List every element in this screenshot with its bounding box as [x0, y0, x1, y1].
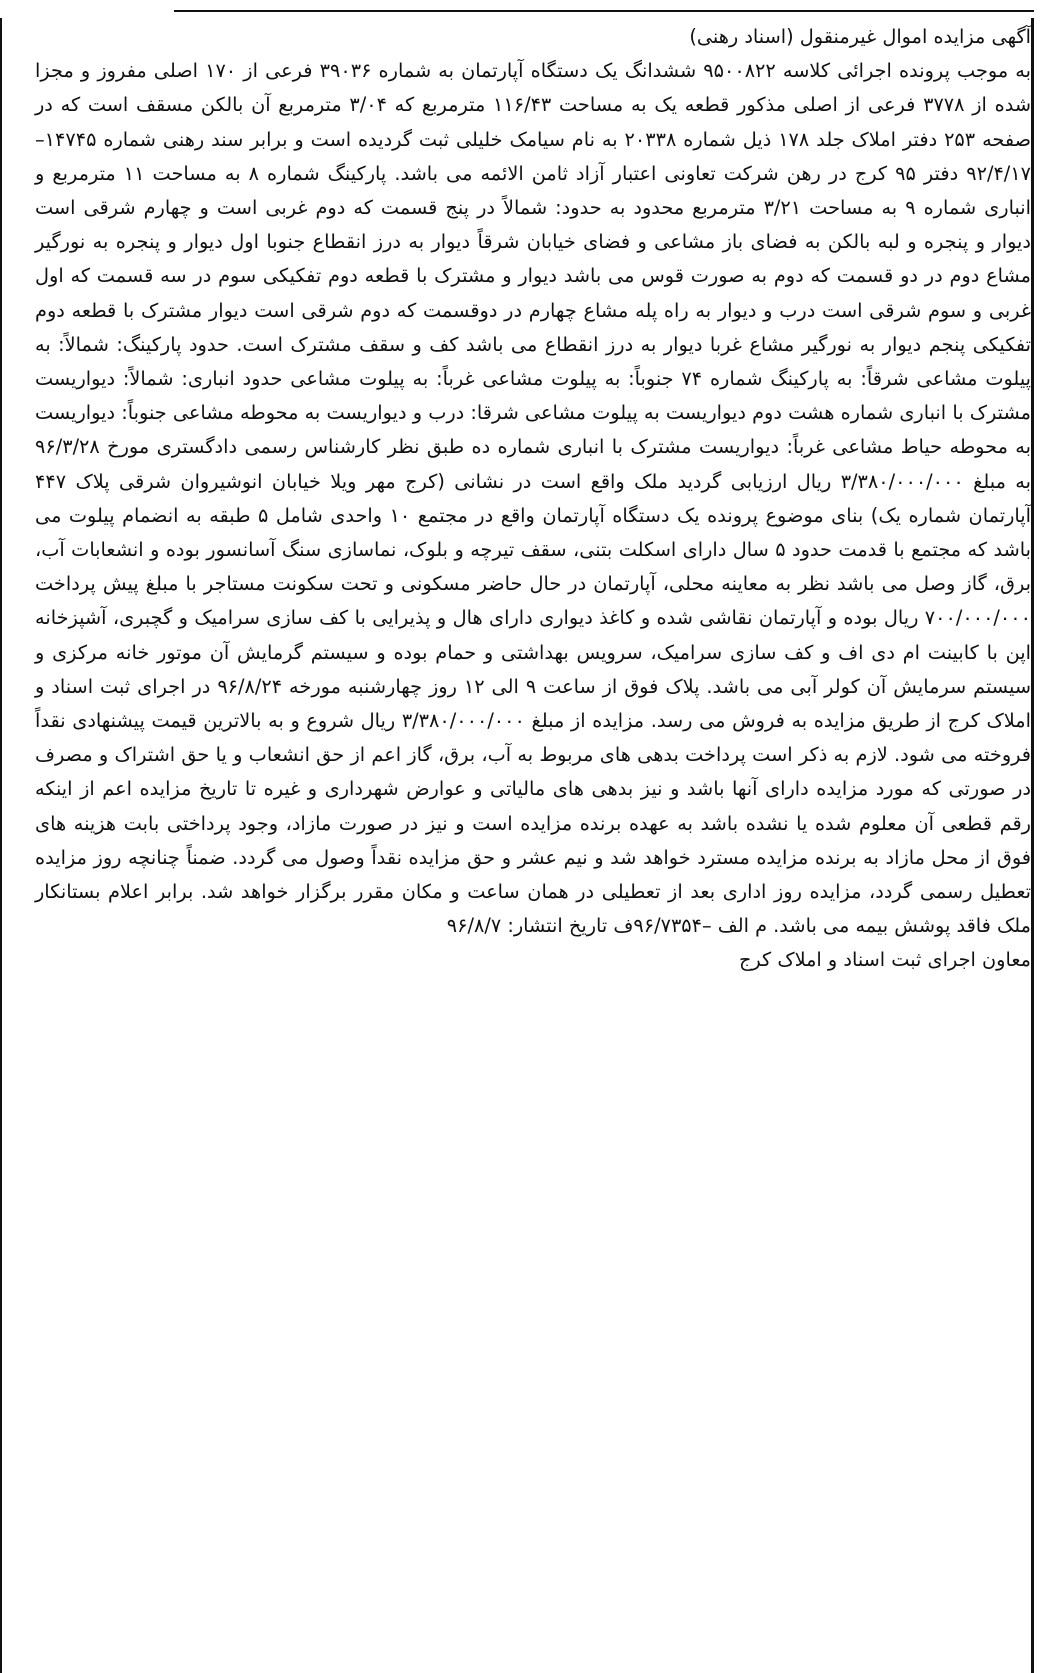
notice-signature: معاون اجرای ثبت اسناد و املاک کرج	[738, 948, 1031, 972]
top-rule	[174, 10, 1034, 12]
auction-notice	[35, 20, 1031, 978]
left-rule	[0, 18, 2, 1673]
notice-body: به موجب پرونده اجرائی کلاسه ۹۵۰۰۸۲۲ ششدانگ یک دستگاه آپارتمان به شماره ۳۹۰۳۶ فرعی از ۱۷۰ اصلی مفروز و مجزا شده از ۳۷۷۸ فرعی از اصلی مذکور قطعه یک به مساحت ۱۱۶/۴۳ مترمربع که ۳/۰۴ مترمربع آن بالکن مسقف است که در صفحه ۲۵۳ دفتر املاک جلد ۱۷۸ ذیل شماره ۲۰۳۳۸ به نام سیامک خلیلی ثبت گردیده است و برابر سند رهنی شماره ۱۴۷۴۵– ۹۲/۴/۱۷ دفتر ۹۵ کرج در رهن شرکت تعاونی اعتبار آزاد ثامن الائمه می باشد. پارکینگ شماره ۸ به مساحت ۱۱ مترمربع و انباری شماره ۹ به مساحت ۳/۲۱ مترمربع محدود به حدود: شمالاً در پنج قسمت که دوم غربی است و چهارم شرقی است دیوار و پنجره و لبه بالکن به فضای باز مشاعی و فضای خیابان شرقاً دیوار به درز انقطاع جنوبا اول دیوار و پنجره به نورگیر مشاع دوم در دو قسمت که دوم به صورت قوس می باشد دیوار و مشترک با قطعه دوم تفکیکی سوم در سه قسمت که اول غربی و سوم شرقی است درب و دیوار به راه پله مشاع چهارم در دوقسمت که دوم شرقی است دیوار مشترک با قطعه دوم تفکیکی پنجم دیوار به نورگیر مشاع غربا دیوار به درز انقطاع می باشد کف و سقف مشترک است. حدود پارکینگ: شمالاً: به پیلوت مشاعی شرقاً: به پارکینگ شماره ۷۴ جنوباً: به پیلوت مشاعی غرباً: به پیلوت مشاعی حدود انباری: شمالاً: دیواریست مشترک با انباری شماره هشت دوم دیواریست به پیلوت مشاعی شرقا: درب و دیواریست به محوطه مشاعی جنوباً: دیواریست به محوطه حیاط مشاعی غرباً: دیواریست مشترک با انباری شماره ده طبق نظر کارشناس رسمی دادگستری مورخ ۹۶/۳/۲۸ به مبلغ ۳/۳۸۰/۰۰۰/۰۰۰ ریال ارزیابی گردید ملک واقع است در نشانی (کرج مهر ویلا خیابان انوشیروان شرقی پلاک ۴۴۷ آپارتمان شماره یک) بنای موضوع پرونده یک دستگاه آپارتمان واقع در مجتمع ۱۰ واحدی شامل ۵ طبقه به انضمام پیلوت می باشد که مجتمع با قدمت حدود ۵ سال دارای اسکلت بتنی، سقف تیرچه و بلوک، نماسازی سنگ آسانسور بوده و انشعابات آب، برق، گاز وصل می باشد نظر به معاینه محلی، آپارتمان در حال حاضر مسکونی و تحت سکونت مستاجر با مبلغ پیش پرداخت ۷۰۰/۰۰۰/۰۰۰ ریال بوده و آپارتمان نقاشی شده و کاغذ دیواری دارای هال و پذیرایی با کف سازی سرامیک و گچبری، آشپزخانه اپن با کابینت ام دی اف و کف سازی سرامیک، سرویس بهداشتی و حمام بوده و سیستم گرمایش آن موتور خانه مرکزی و سیستم سرمایش آن کولر آبی می باشد. پلاک فوق از ساعت ۹ الی ۱۲ روز چهارشنبه مورخه ۹۶/۸/۲۴ در اجرای ثبت اسناد و املاک کرج از طریق مزایده به فروش می رسد. مزایده از مبلغ ۳/۳۸۰/۰۰۰/۰۰۰ ریال شروع و به بالاترین قیمت پیشنهادی نقداً فروخته می شود. لازم به ذکر است پرداخت بدهی های مربوط به آب، برق، گاز اعم از حق انشعاب و یا حق اشتراک و مصرف در صورتی که مورد مزایده دارای آنها باشد و نیز بدهی های مالیاتی و عوارض شهرداری و غیره تا تاریخ مزایده اعم از اینکه رقم قطعی آن معلوم شده یا نشده باشد به عهده برنده مزایده است و نیز در صورت مازاد، وجود پرداختی بابت هزینه های فوق از محل مازاد به برنده مزایده مسترد خواهد شد و نیم عشر و حق مزایده نقداً وصول می گردد. ضمناً چنانچه روز مزایده تعطیل رسمی گردد، مزایده روز اداری بعد از تعطیلی در همان ساعت و مکان مقرر برگزار خواهد شد. برابر اعلام بستانکار ملک فاقد پوشش بیمه می باشد. م الف –۹۶/۷۳۵۴ف تاریخ انتشار: ۹۶/۸/۷	[35, 59, 1032, 938]
notice-title: آگهی مزایده اموال غیرمنقول (اسناد رهنی)	[689, 25, 1031, 48]
